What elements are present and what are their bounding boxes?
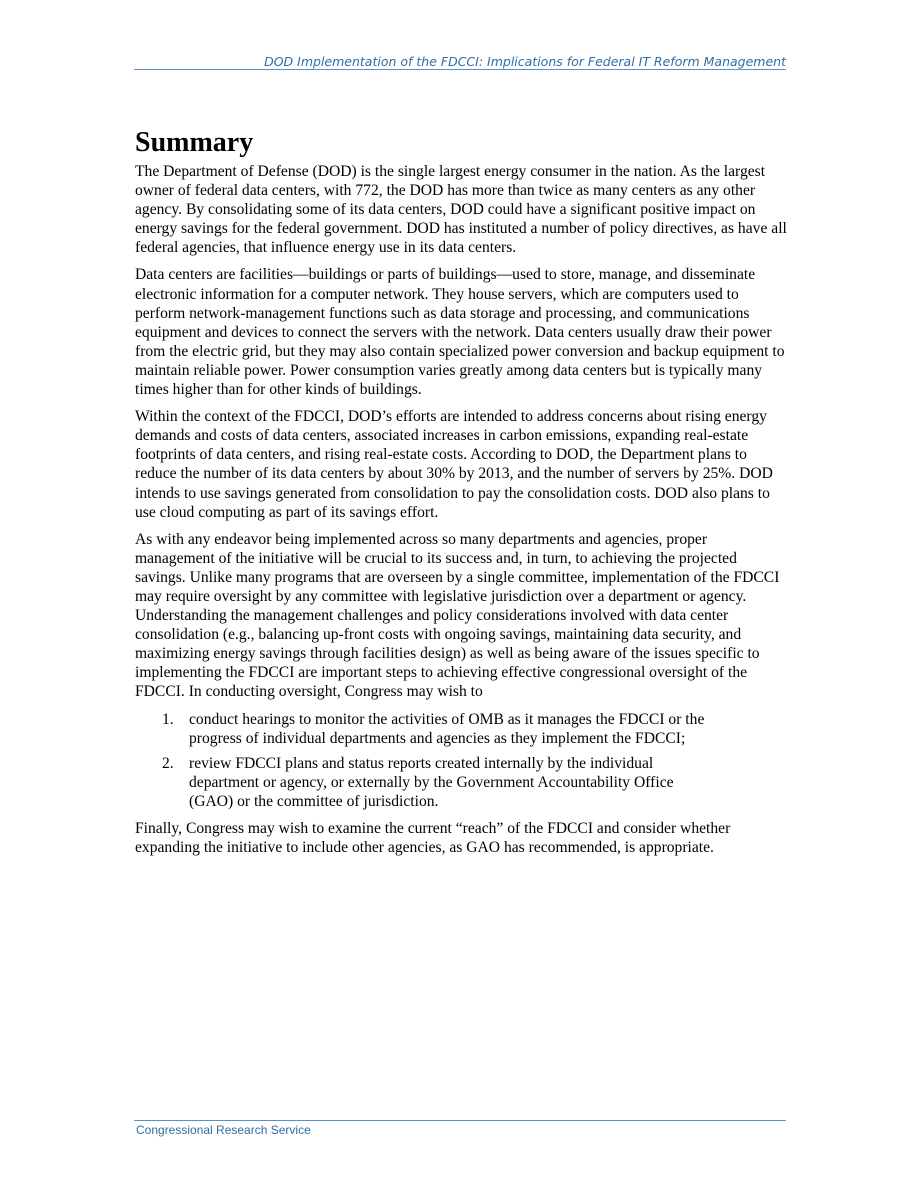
list-item-text: conduct hearings to monitor the activities of OMB as it manages the FDCCI or the progress of individual departments and agencies as they implement the FDCCI; [189, 710, 705, 747]
list-item-text: review FDCCI plans and status reports created internally by the individual department or agency, or externally by the Government Accountability Office (GAO) or the committee of jurisdiction. [189, 754, 674, 810]
closing-paragraph: Finally, Congress may wish to examine the current “reach” of the FDCCI and consider whether expanding the initiative to include other agencies, as GAO has recommended, is appropriate. [135, 820, 731, 857]
header-divider [134, 69, 786, 70]
paragraph: As with any endeavor being implemented across so many departments and agencies, proper management of the initiative will be crucial to its success and, in turn, to achieving the projected savings. Unlike many programs that are overseen by a single committee, implementation of the FDCCI may require oversight by any committee with legislative jurisdiction over a department or agency. Understanding the management challenges and policy considerations involved with data center consolidation (e.g., balancing up-front costs with ongoing savings, maintaining data security, and maximizing energy savings through facilities design) as well as being aware of the issues specific to implementing the FDCCI are important steps to achieving effective congressional oversight of the FDCCI. In conducting oversight, Congress may wish to [135, 530, 780, 701]
list-item [135, 754, 719, 811]
page-title: Summary [135, 127, 254, 158]
list-item [135, 710, 719, 748]
main-content [135, 124, 790, 865]
footer-publisher: Congressional Research Service [136, 1123, 311, 1137]
running-header: DOD Implementation of the FDCCI: Implications for Federal IT Reform Management [264, 54, 786, 69]
list-item-number: 2. [162, 754, 174, 772]
footer-divider [134, 1120, 786, 1121]
paragraph: Within the context of the FDCCI, DOD’s efforts are intended to address concerns about rising energy demands and costs of data centers, associated increases in carbon emissions, expanding real-estate footprints of data centers, and rising real-estate costs. According to DOD, the Department plans to reduce the number of its data centers by about 30% by 2013, and the number of servers by 25%. DOD intends to use savings generated from consolidation to pay the consolidation costs. DOD also plans to use cloud computing as part of its savings effort. [135, 408, 773, 521]
paragraph: The Department of Defense (DOD) is the single largest energy consumer in the nation. As the largest owner of federal data centers, with 772, the DOD has more than twice as many centers as any other agency. By consolidating some of its data centers, DOD could have a significant positive impact on energy savings for the federal government. DOD has instituted a number of policy directives, as have all federal agencies, that influence energy use in its data centers. [135, 163, 787, 257]
oversight-list [135, 710, 790, 811]
list-item-number: 1. [162, 710, 174, 728]
paragraph: Data centers are facilities—buildings or parts of buildings—used to store, manage, and disseminate electronic information for a computer network. They house servers, which are computers used to perform network-management functions such as data storage and processing, and communications equipment and devices to connect the servers with the network. Data centers usually draw their power from the electric grid, but they may also contain specialized power conversion and backup equipment to maintain reliable power. Power consumption varies greatly among data centers but is typically many times higher than for other kinds of buildings. [135, 266, 785, 399]
